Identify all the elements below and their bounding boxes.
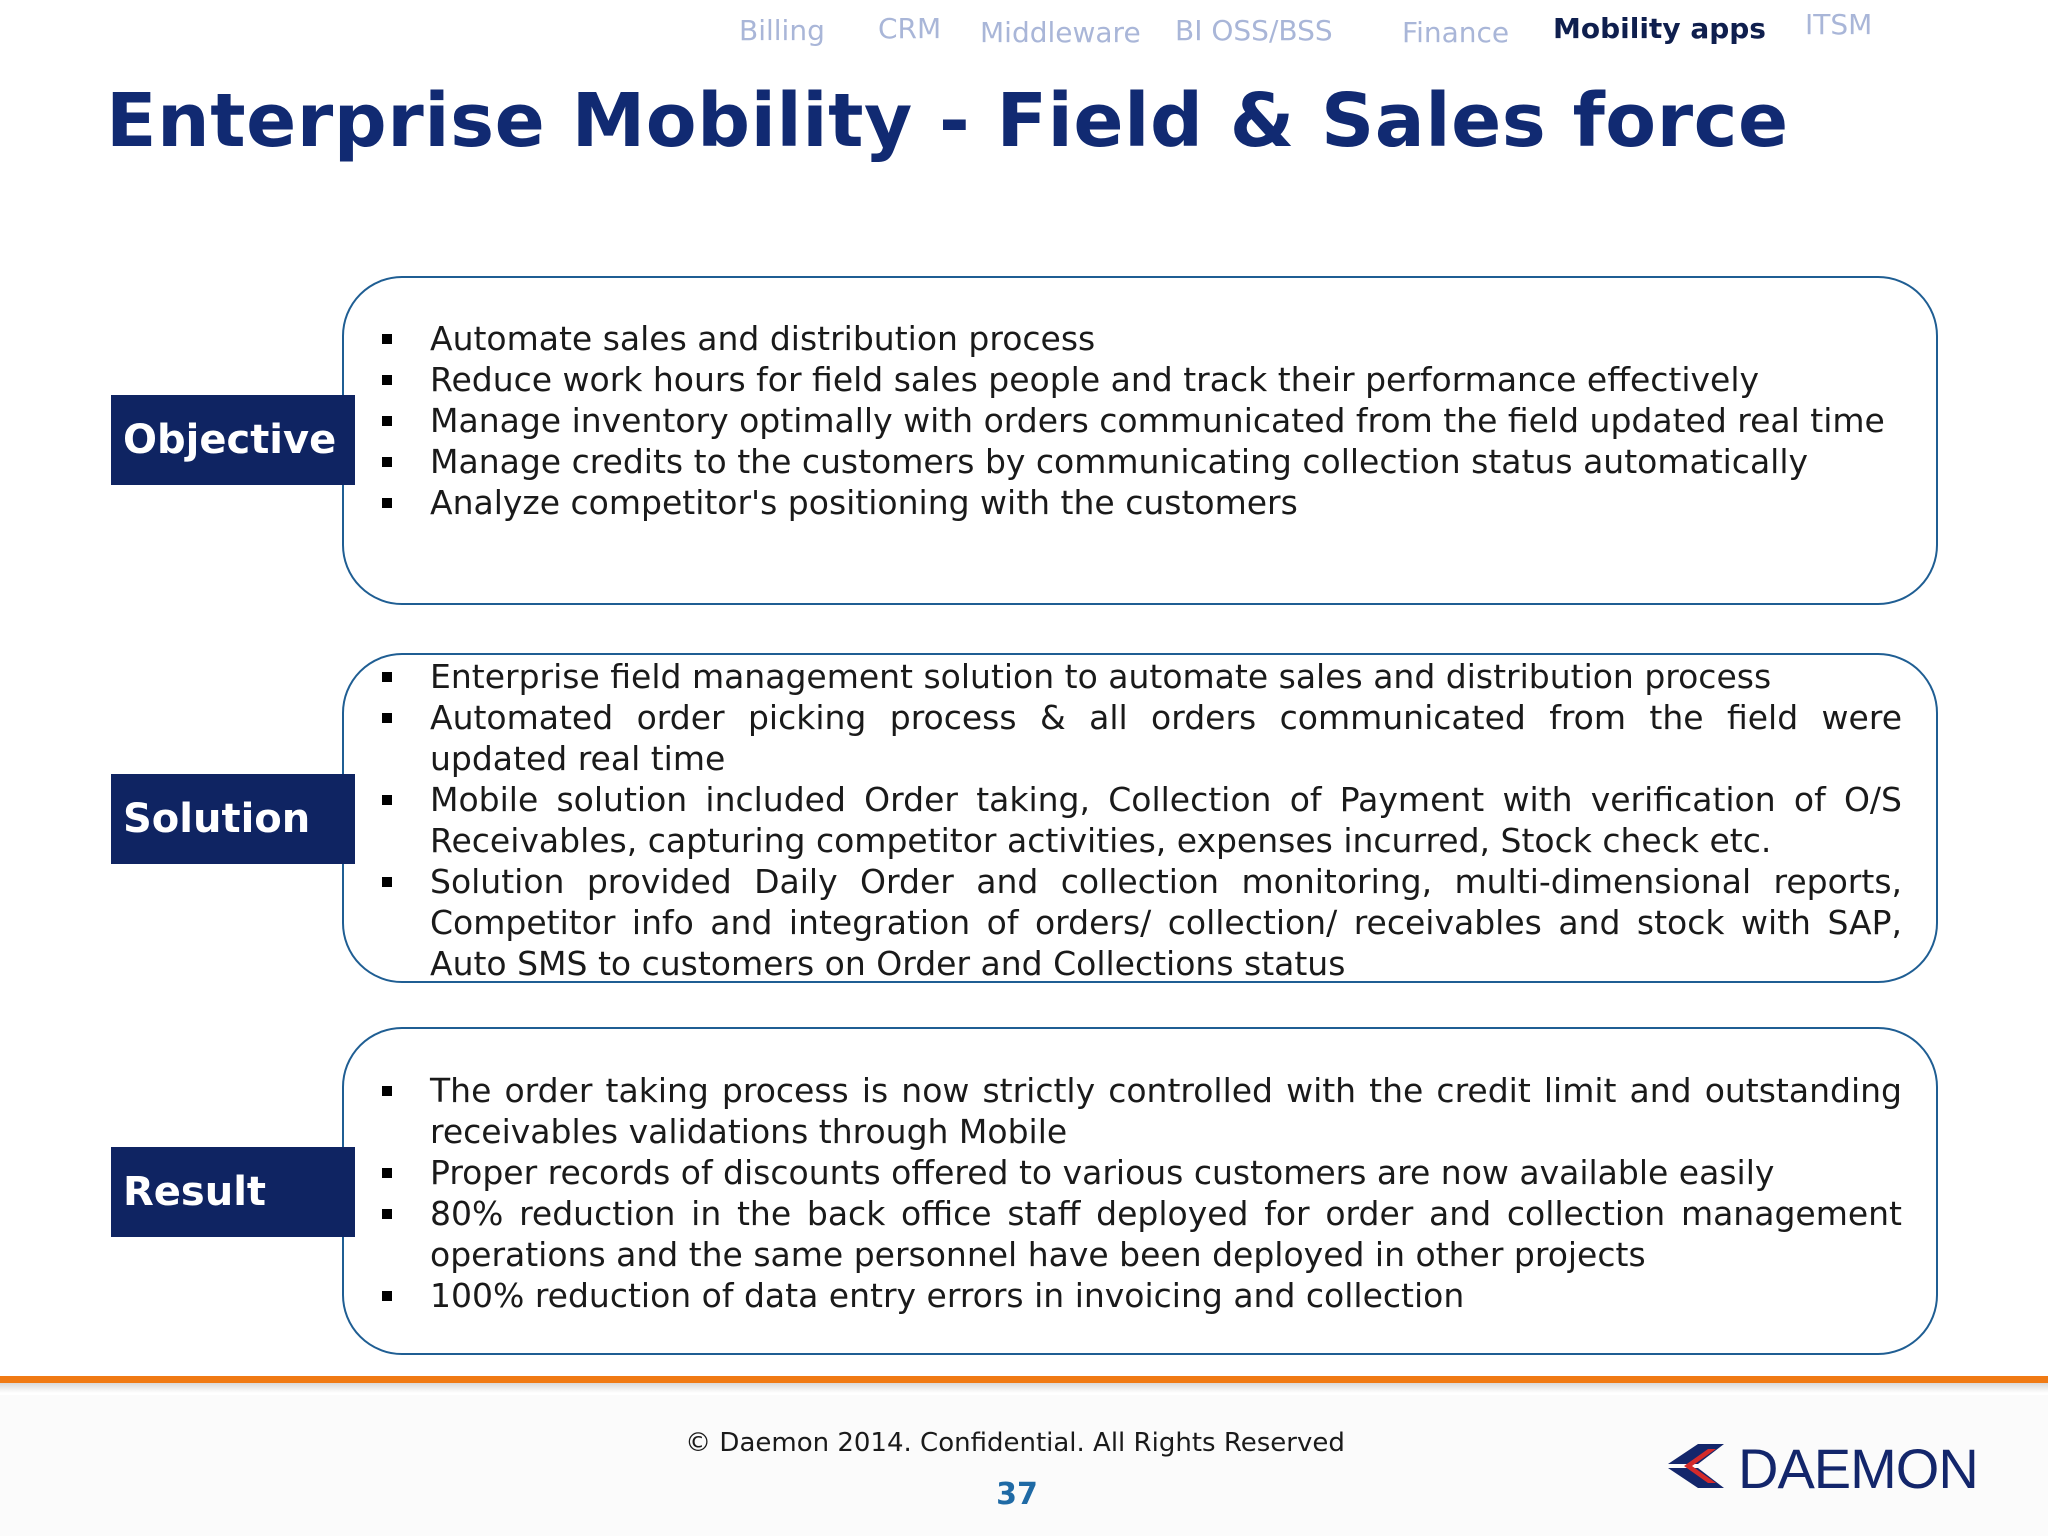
bullet-square-icon	[382, 672, 392, 682]
list-item: 80% reduction in the back office staff deployed for order and collection management operations and the same personnel have been deployed in other projects	[378, 1193, 1902, 1275]
result-label: Result	[111, 1147, 355, 1237]
bullet-square-icon	[382, 1209, 392, 1219]
nav-item-bi-oss-bss[interactable]: BI OSS/BSS	[1175, 14, 1333, 47]
list-item: Reduce work hours for field sales people and track their performance effectively	[378, 359, 1902, 400]
bullet-square-icon	[382, 1086, 392, 1096]
bullet-square-icon	[382, 375, 392, 385]
bullet-square-icon	[382, 1291, 392, 1301]
page-title: Enterprise Mobility - Field & Sales force	[106, 78, 1789, 164]
nav-item-mobility-apps[interactable]: Mobility apps	[1553, 12, 1766, 45]
result-bullet-list	[378, 1070, 1902, 1316]
bullet-square-icon	[382, 334, 392, 344]
list-item: Analyze competitor's positioning with the customers	[378, 482, 1902, 523]
list-item: 100% reduction of data entry errors in invoicing and collection	[378, 1275, 1902, 1316]
list-item: Manage credits to the customers by communicating collection status automatically	[378, 441, 1902, 482]
page-number: 37	[996, 1477, 1038, 1512]
logo-text: DAEMON	[1738, 1437, 1978, 1500]
objective-label: Objective	[111, 395, 355, 485]
list-item: Solution provided Daily Order and collection monitoring, multi-dimensional reports, Competitor info and integration of orders/ collection/ receivables and stock with SAP, Auto SMS to customers on Order and Collections status	[378, 861, 1902, 984]
nav-item-billing[interactable]: Billing	[739, 14, 825, 47]
list-item: Enterprise field management solution to automate sales and distribution process	[378, 656, 1902, 697]
solution-label: Solution	[111, 774, 355, 864]
bullet-square-icon	[382, 795, 392, 805]
bullet-square-icon	[382, 1168, 392, 1178]
bullet-square-icon	[382, 498, 392, 508]
objective-bullet-list	[378, 318, 1902, 523]
bullet-square-icon	[382, 457, 392, 467]
bullet-square-icon	[382, 713, 392, 723]
footer-divider-shadow	[0, 1383, 2048, 1393]
daemon-chevron-icon	[1664, 1442, 1730, 1492]
solution-bullet-list	[378, 656, 1902, 984]
list-item: Proper records of discounts offered to various customers are now available easily	[378, 1152, 1902, 1193]
nav-item-middleware[interactable]: Middleware	[980, 16, 1141, 49]
top-nav	[0, 8, 2048, 58]
list-item: Mobile solution included Order taking, Collection of Payment with verification of O/S Receivables, capturing competitor activities, expenses incurred, Stock check etc.	[378, 779, 1902, 861]
footer-divider	[0, 1376, 2048, 1383]
daemon-logo	[1664, 1436, 1984, 1500]
list-item: Manage inventory optimally with orders communicated from the field updated real time	[378, 400, 1902, 441]
list-item: The order taking process is now strictly controlled with the credit limit and outstanding receivables validations through Mobile	[378, 1070, 1902, 1152]
copyright-text: © Daemon 2014. Confidential. All Rights Reserved	[685, 1428, 1345, 1458]
bullet-square-icon	[382, 877, 392, 887]
list-item: Automated order picking process & all orders communicated from the field were updated real time	[378, 697, 1902, 779]
nav-item-finance[interactable]: Finance	[1402, 16, 1510, 49]
nav-item-crm[interactable]: CRM	[878, 12, 942, 45]
nav-item-itsm[interactable]: ITSM	[1805, 8, 1873, 41]
list-item: Automate sales and distribution process	[378, 318, 1902, 359]
bullet-square-icon	[382, 416, 392, 426]
